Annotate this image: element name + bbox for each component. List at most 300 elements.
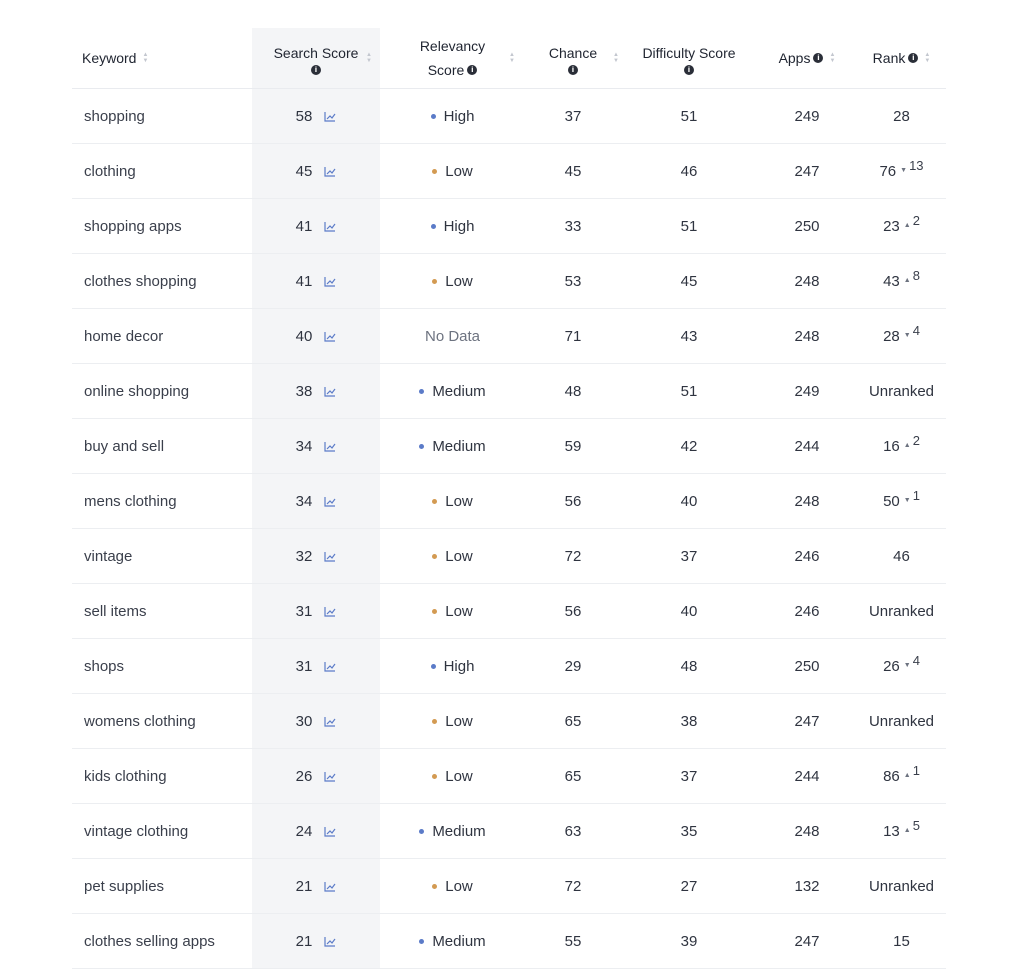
keyword-text[interactable]: online shopping — [84, 382, 190, 400]
search-score-cell — [252, 859, 380, 913]
apps-cell — [757, 529, 857, 583]
chance-value: 33 — [564, 217, 582, 235]
relevancy-dot — [419, 444, 424, 449]
difficulty-value: 45 — [680, 272, 698, 290]
table-row[interactable] — [72, 474, 946, 529]
relevancy-dot — [432, 169, 437, 174]
header-apps[interactable] — [757, 28, 857, 88]
chance-value: 55 — [564, 932, 582, 950]
search-score-cell — [252, 694, 380, 748]
rank-down-icon: ▼ — [903, 331, 911, 339]
chance-cell — [525, 89, 621, 143]
chance-cell — [525, 914, 621, 968]
rank-cell — [857, 254, 946, 308]
relevancy-dot — [432, 609, 437, 614]
relevancy-dot — [432, 499, 437, 504]
table-row[interactable] — [72, 639, 946, 694]
apps-cell — [757, 364, 857, 418]
relevancy-label: Medium — [432, 932, 486, 950]
difficulty-cell — [621, 89, 757, 143]
rank-up-icon: ▲ — [903, 826, 911, 834]
apps-cell — [757, 639, 857, 693]
search-score-value: 41 — [295, 272, 313, 290]
search-score-value: 24 — [295, 822, 313, 840]
apps-cell — [757, 474, 857, 528]
table-row[interactable] — [72, 584, 946, 639]
keyword-text[interactable]: mens clothing — [84, 492, 177, 510]
header-difficulty-score[interactable] — [621, 28, 757, 88]
sort-icon[interactable]: ▲ ▼ — [366, 52, 372, 64]
chance-cell — [525, 694, 621, 748]
rank-up-icon: ▲ — [903, 771, 911, 779]
sort-icon[interactable]: ▲ ▼ — [829, 52, 836, 64]
rank-change: 1 — [912, 487, 920, 503]
search-score-cell — [252, 309, 380, 363]
info-icon[interactable]: i — [684, 65, 694, 75]
relevancy-cell — [380, 584, 525, 638]
apps-value: 248 — [794, 492, 820, 510]
rank-change: 13 — [909, 157, 924, 173]
search-score-cell — [252, 584, 380, 638]
keyword-cell[interactable] — [72, 364, 264, 418]
rank-value: Unranked — [868, 602, 935, 620]
keyword-text[interactable]: buy and sell — [84, 437, 165, 455]
difficulty-cell — [621, 254, 757, 308]
apps-cell — [757, 859, 857, 913]
rank-cell — [857, 749, 946, 803]
search-score-cell — [252, 199, 380, 253]
keyword-text[interactable]: clothes selling apps — [84, 932, 215, 950]
chance-cell — [525, 419, 621, 473]
rank-value: 26 — [883, 657, 900, 675]
apps-value: 246 — [794, 547, 820, 565]
rank-value: 86 — [883, 767, 900, 785]
trend-chart-icon[interactable] — [324, 936, 336, 947]
rank-cell — [857, 584, 946, 638]
rank-value: 16 — [883, 437, 900, 455]
header-search-score-label: Search Score — [273, 45, 359, 61]
chance-cell — [525, 144, 621, 198]
keyword-text[interactable]: home decor — [84, 327, 164, 345]
table-body — [72, 89, 946, 969]
difficulty-value: 38 — [680, 712, 698, 730]
keyword-cell[interactable] — [72, 694, 264, 748]
trend-chart-icon[interactable] — [324, 496, 336, 507]
rank-down-icon: ▼ — [903, 661, 911, 669]
sort-icon[interactable]: ▲ ▼ — [924, 52, 931, 64]
rank-change: 2 — [912, 212, 920, 228]
chance-cell — [525, 474, 621, 528]
keyword-text[interactable]: womens clothing — [84, 712, 196, 730]
chance-cell — [525, 639, 621, 693]
relevancy-label: Medium — [432, 437, 486, 455]
relevancy-cell — [380, 914, 525, 968]
header-search-score[interactable] — [252, 28, 380, 88]
rank-cell — [857, 309, 946, 363]
search-score-cell — [252, 914, 380, 968]
keyword-cell[interactable] — [72, 584, 264, 638]
chance-value: 71 — [564, 327, 582, 345]
table-row[interactable] — [72, 804, 946, 859]
rank-cell — [857, 859, 946, 913]
relevancy-label: Medium — [432, 382, 486, 400]
header-keyword[interactable] — [72, 28, 262, 88]
apps-value: 246 — [794, 602, 820, 620]
difficulty-cell — [621, 639, 757, 693]
keyword-text[interactable]: clothing — [84, 162, 136, 180]
keyword-text[interactable]: pet supplies — [84, 877, 165, 895]
trend-chart-icon[interactable] — [324, 221, 336, 232]
table-row[interactable] — [72, 419, 946, 474]
relevancy-label: Low — [445, 712, 473, 730]
rank-value: 43 — [883, 272, 900, 290]
table-row[interactable] — [72, 199, 946, 254]
search-score-cell — [252, 89, 380, 143]
relevancy-cell — [380, 474, 525, 528]
keyword-table — [72, 28, 946, 969]
search-score-cell — [252, 529, 380, 583]
trend-chart-icon[interactable] — [324, 386, 336, 397]
search-score-value: 38 — [295, 382, 313, 400]
apps-value: 249 — [794, 382, 820, 400]
relevancy-dot — [432, 884, 437, 889]
rank-down-icon: ▼ — [900, 166, 908, 174]
chance-cell — [525, 309, 621, 363]
header-rank-label: Rank — [872, 50, 906, 66]
relevancy-cell — [380, 144, 525, 198]
info-icon[interactable]: i — [568, 65, 578, 75]
chance-value: 56 — [564, 602, 582, 620]
info-icon[interactable]: i — [311, 65, 321, 75]
relevancy-label: Low — [445, 602, 473, 620]
relevancy-dot — [419, 829, 424, 834]
trend-chart-icon[interactable] — [324, 826, 336, 837]
search-score-value: 34 — [295, 437, 313, 455]
relevancy-dot — [431, 224, 436, 229]
chance-value: 48 — [564, 382, 582, 400]
apps-value: 247 — [794, 932, 820, 950]
relevancy-dot — [432, 554, 437, 559]
relevancy-label: Low — [445, 272, 473, 290]
header-chance[interactable] — [525, 28, 621, 88]
header-difficulty-label: Difficulty Score — [642, 45, 736, 61]
keyword-text[interactable]: shopping apps — [84, 217, 182, 235]
keyword-text[interactable]: vintage — [84, 547, 133, 565]
apps-value: 247 — [794, 162, 820, 180]
rank-value: 76 — [879, 162, 897, 180]
table-row[interactable] — [72, 89, 946, 144]
relevancy-label: Low — [445, 162, 473, 180]
difficulty-value: 40 — [680, 492, 698, 510]
header-keyword-label: Keyword — [82, 50, 137, 66]
relevancy-dot — [431, 664, 436, 669]
relevancy-dot — [432, 279, 437, 284]
trend-chart-icon[interactable] — [324, 276, 336, 287]
apps-cell — [757, 749, 857, 803]
search-score-value: 41 — [295, 217, 313, 235]
chance-value: 45 — [564, 162, 582, 180]
keyword-cell[interactable] — [72, 254, 264, 308]
apps-value: 244 — [794, 767, 820, 785]
relevancy-label: Low — [445, 877, 473, 895]
chance-cell — [525, 804, 621, 858]
apps-cell — [757, 584, 857, 638]
difficulty-value: 42 — [680, 437, 698, 455]
rank-cell — [857, 914, 946, 968]
chance-value: 65 — [564, 767, 582, 785]
keyword-text[interactable]: clothes shopping — [84, 272, 197, 290]
rank-value: 13 — [883, 822, 900, 840]
difficulty-cell — [621, 419, 757, 473]
difficulty-value: 51 — [680, 107, 698, 125]
keyword-cell[interactable] — [72, 89, 264, 143]
rank-change: 5 — [912, 817, 920, 833]
info-icon[interactable]: i — [467, 65, 477, 75]
table-row[interactable] — [72, 694, 946, 749]
chance-cell — [525, 529, 621, 583]
difficulty-value: 39 — [680, 932, 698, 950]
search-score-value: 30 — [295, 712, 313, 730]
rank-cell — [857, 199, 946, 253]
chance-value: 37 — [564, 107, 582, 125]
apps-value: 249 — [794, 107, 820, 125]
chance-cell — [525, 199, 621, 253]
difficulty-value: 46 — [680, 162, 698, 180]
rank-value: 50 — [883, 492, 900, 510]
rank-cell — [857, 529, 946, 583]
search-score-value: 32 — [295, 547, 313, 565]
search-score-cell — [252, 474, 380, 528]
chance-cell — [525, 749, 621, 803]
relevancy-label: Medium — [432, 822, 486, 840]
keyword-text[interactable]: shopping — [84, 107, 145, 125]
rank-up-icon: ▲ — [903, 441, 911, 449]
difficulty-cell — [621, 859, 757, 913]
apps-cell — [757, 804, 857, 858]
trend-chart-icon[interactable] — [324, 606, 336, 617]
keyword-cell[interactable] — [72, 804, 264, 858]
chance-value: 53 — [564, 272, 582, 290]
trend-chart-icon[interactable] — [324, 331, 336, 342]
difficulty-value: 37 — [680, 767, 698, 785]
relevancy-cell — [380, 419, 525, 473]
chance-cell — [525, 584, 621, 638]
rank-cell — [857, 804, 946, 858]
rank-cell — [857, 89, 946, 143]
rank-change: 2 — [912, 432, 920, 448]
keyword-cell[interactable] — [72, 914, 264, 968]
chance-cell — [525, 859, 621, 913]
difficulty-cell — [621, 364, 757, 418]
keyword-text[interactable]: vintage clothing — [84, 822, 189, 840]
rank-value: 23 — [883, 217, 900, 235]
search-score-cell — [252, 804, 380, 858]
table-row[interactable] — [72, 364, 946, 419]
rank-change: 4 — [912, 322, 920, 338]
table-row[interactable] — [72, 309, 946, 364]
header-apps-label: Apps — [778, 50, 811, 66]
info-icon[interactable]: i — [908, 53, 918, 63]
keyword-cell[interactable] — [72, 199, 264, 253]
keyword-text[interactable]: kids clothing — [84, 767, 167, 785]
relevancy-dot — [431, 114, 436, 119]
info-icon[interactable]: i — [813, 53, 823, 63]
trend-chart-icon[interactable] — [324, 881, 336, 892]
relevancy-cell — [380, 254, 525, 308]
search-score-value: 21 — [295, 877, 313, 895]
difficulty-value: 27 — [680, 877, 698, 895]
relevancy-cell — [380, 364, 525, 418]
rank-cell — [857, 419, 946, 473]
apps-value: 250 — [794, 657, 820, 675]
trend-chart-icon[interactable] — [324, 166, 336, 177]
table-row[interactable] — [72, 914, 946, 969]
rank-value: 46 — [893, 547, 910, 565]
rank-value: Unranked — [868, 712, 935, 730]
rank-cell — [857, 694, 946, 748]
rank-cell — [857, 364, 946, 418]
header-chance-label: Chance — [548, 45, 598, 61]
apps-cell — [757, 309, 857, 363]
difficulty-cell — [621, 584, 757, 638]
header-relevancy-label-line2: Score — [427, 62, 465, 78]
chance-value: 65 — [564, 712, 582, 730]
apps-value: 247 — [794, 712, 820, 730]
apps-cell — [757, 144, 857, 198]
rank-down-icon: ▼ — [903, 496, 911, 504]
apps-cell — [757, 89, 857, 143]
apps-value: 248 — [794, 822, 820, 840]
search-score-cell — [252, 364, 380, 418]
difficulty-value: 35 — [680, 822, 698, 840]
relevancy-cell — [380, 199, 525, 253]
difficulty-value: 51 — [680, 217, 698, 235]
rank-change: 8 — [912, 267, 920, 283]
search-score-value: 40 — [295, 327, 313, 345]
search-score-value: 58 — [295, 107, 313, 125]
difficulty-value: 40 — [680, 602, 698, 620]
trend-chart-icon[interactable] — [324, 661, 336, 672]
chance-value: 72 — [564, 877, 582, 895]
relevancy-label: High — [443, 107, 475, 125]
apps-value: 244 — [794, 437, 820, 455]
keyword-text[interactable]: shops — [84, 657, 125, 675]
chance-value: 72 — [564, 547, 582, 565]
chance-cell — [525, 254, 621, 308]
search-score-value: 26 — [295, 767, 313, 785]
relevancy-label: High — [443, 217, 475, 235]
sort-icon[interactable]: ▲ ▼ — [613, 52, 619, 64]
keyword-cell[interactable] — [72, 529, 264, 583]
search-score-cell — [252, 254, 380, 308]
keyword-cell[interactable] — [72, 419, 264, 473]
table-row[interactable] — [72, 254, 946, 309]
rank-up-icon: ▲ — [903, 221, 911, 229]
search-score-cell — [252, 639, 380, 693]
relevancy-dot — [419, 389, 424, 394]
chance-value: 63 — [564, 822, 582, 840]
search-score-cell — [252, 419, 380, 473]
difficulty-cell — [621, 914, 757, 968]
difficulty-cell — [621, 309, 757, 363]
relevancy-cell — [380, 639, 525, 693]
table-row[interactable] — [72, 144, 946, 199]
sort-icon[interactable]: ▲ ▼ — [509, 52, 515, 64]
table-row[interactable] — [72, 749, 946, 804]
trend-chart-icon[interactable] — [324, 551, 336, 562]
header-relevancy-label-line1: Relevancy — [419, 38, 486, 54]
relevancy-cell — [380, 529, 525, 583]
search-score-value: 45 — [295, 162, 313, 180]
keyword-cell[interactable] — [72, 309, 264, 363]
apps-value: 248 — [794, 272, 820, 290]
trend-chart-icon[interactable] — [324, 441, 336, 452]
chance-value: 56 — [564, 492, 582, 510]
rank-cell — [857, 639, 946, 693]
trend-chart-icon[interactable] — [324, 716, 336, 727]
difficulty-cell — [621, 749, 757, 803]
apps-cell — [757, 254, 857, 308]
difficulty-cell — [621, 474, 757, 528]
difficulty-cell — [621, 529, 757, 583]
rank-cell — [857, 474, 946, 528]
search-score-cell — [252, 144, 380, 198]
keyword-cell[interactable] — [72, 859, 264, 913]
keyword-cell[interactable] — [72, 639, 264, 693]
relevancy-no-data: No Data — [424, 327, 481, 345]
keyword-cell[interactable] — [72, 144, 264, 198]
rank-up-icon: ▲ — [903, 276, 911, 284]
apps-cell — [757, 694, 857, 748]
apps-value: 248 — [794, 327, 820, 345]
chance-cell — [525, 364, 621, 418]
apps-value: 250 — [794, 217, 820, 235]
relevancy-cell — [380, 804, 525, 858]
keyword-cell[interactable] — [72, 749, 264, 803]
search-score-value: 21 — [295, 932, 313, 950]
sort-icon[interactable]: ▲ ▼ — [142, 52, 149, 64]
rank-change: 4 — [912, 652, 920, 668]
relevancy-label: Low — [445, 547, 473, 565]
relevancy-cell — [380, 749, 525, 803]
rank-value: Unranked — [868, 382, 935, 400]
table-row[interactable] — [72, 529, 946, 584]
search-score-value: 34 — [295, 492, 313, 510]
rank-value: 28 — [883, 327, 900, 345]
keyword-text[interactable]: sell items — [84, 602, 147, 620]
relevancy-cell — [380, 859, 525, 913]
trend-chart-icon[interactable] — [324, 111, 336, 122]
relevancy-cell — [380, 89, 525, 143]
search-score-cell — [252, 749, 380, 803]
table-row[interactable] — [72, 859, 946, 914]
header-relevancy-score[interactable] — [380, 28, 525, 88]
search-score-value: 31 — [295, 602, 313, 620]
difficulty-value: 51 — [680, 382, 698, 400]
apps-cell — [757, 914, 857, 968]
keyword-cell[interactable] — [72, 474, 264, 528]
relevancy-label: Low — [445, 767, 473, 785]
rank-cell — [857, 144, 946, 198]
trend-chart-icon[interactable] — [324, 771, 336, 782]
relevancy-dot — [432, 774, 437, 779]
chance-value: 29 — [564, 657, 582, 675]
header-rank[interactable] — [857, 28, 946, 88]
relevancy-label: Low — [445, 492, 473, 510]
apps-cell — [757, 199, 857, 253]
difficulty-value: 43 — [680, 327, 698, 345]
relevancy-cell — [380, 694, 525, 748]
